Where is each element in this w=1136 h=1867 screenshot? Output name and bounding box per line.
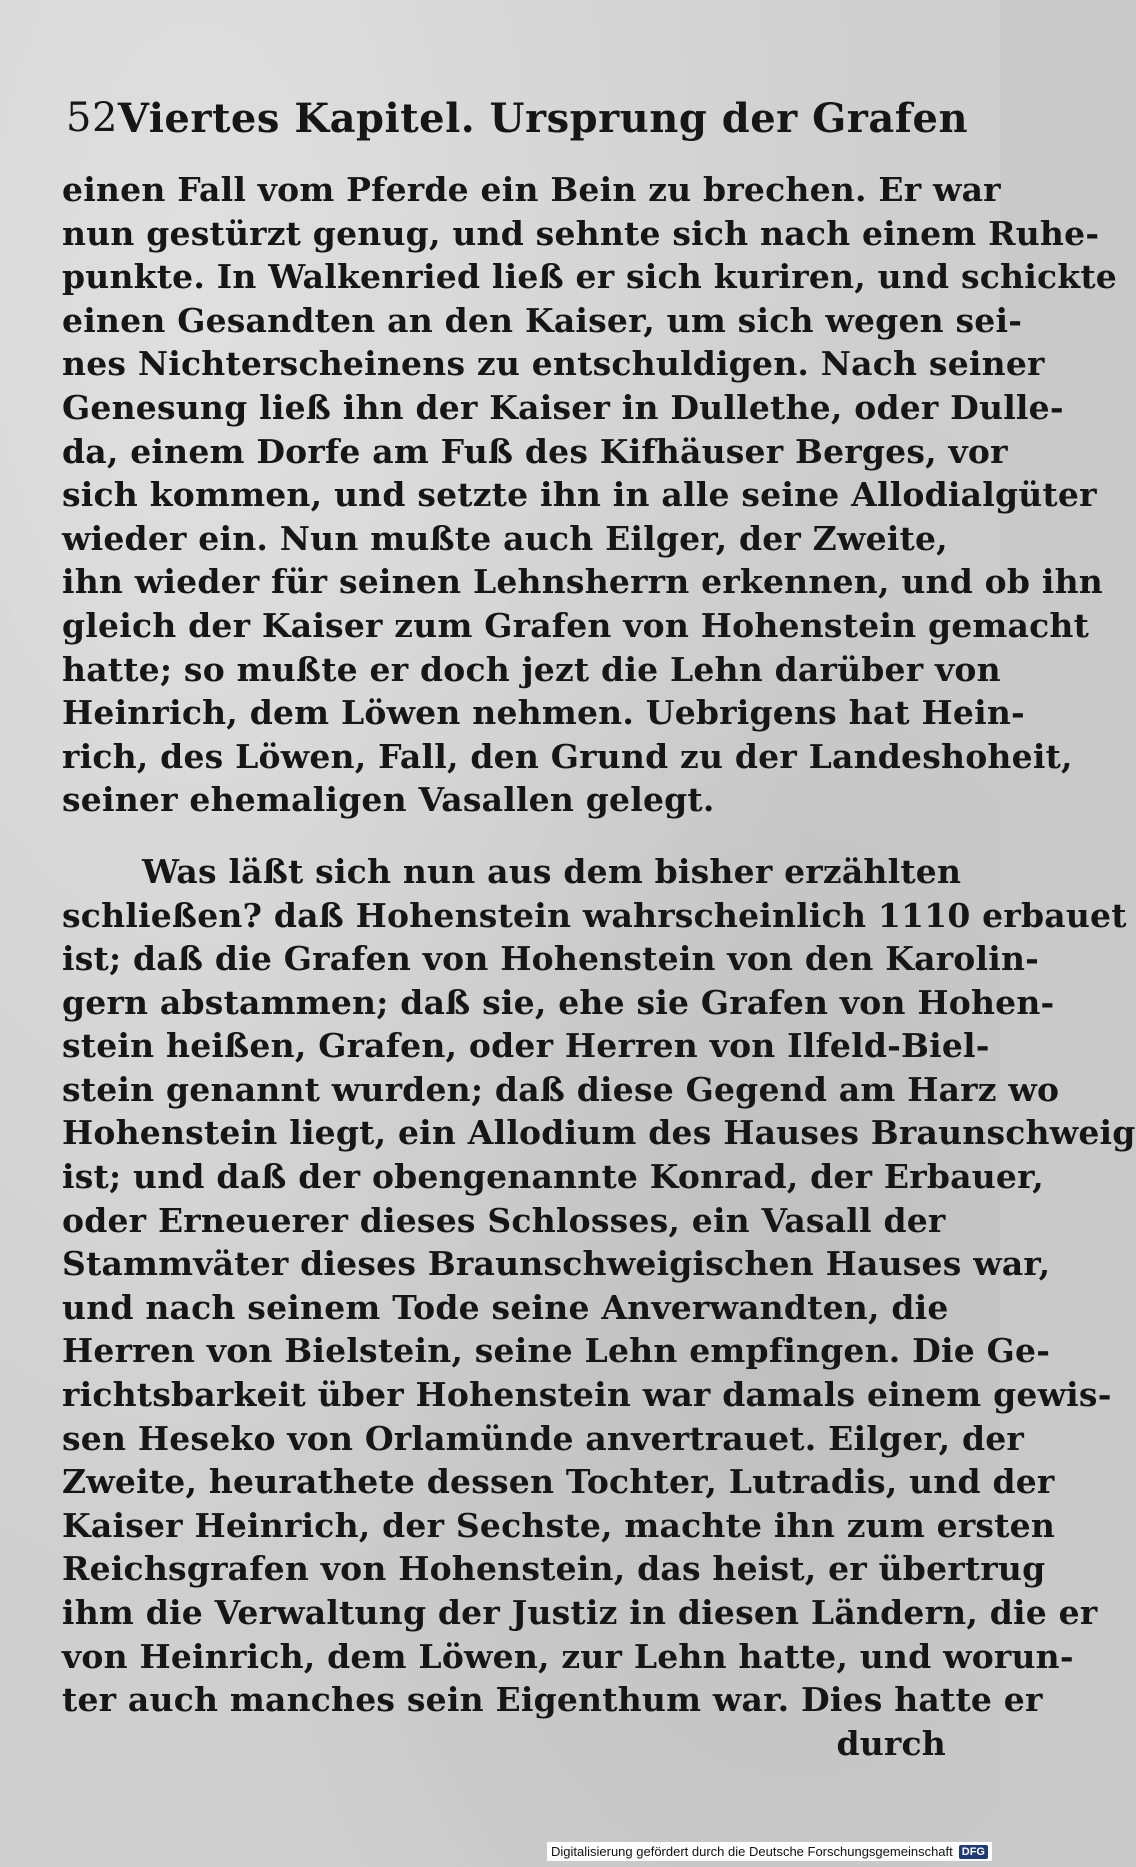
paragraph-2: [62, 850, 1136, 1765]
text-line: gern abstammen; daß sie, ehe sie Grafen von Hohen-: [62, 982, 1055, 1022]
text-line: schließen? daß Hohenstein wahrscheinlich 1110 erbauet: [62, 895, 1127, 935]
text-line: seiner ehemaligen Vasallen gelegt.: [62, 780, 715, 820]
text-line: stein genannt wurden; daß diese Gegend am Harz wo: [62, 1069, 1060, 1109]
text-line: sich kommen, und setzte ihn in alle seine Allodialgüter: [62, 475, 1097, 515]
text-line: Was läßt sich nun aus dem bisher erzählten: [142, 851, 962, 891]
text-line: da, einem Dorfe am Fuß des Kifhäuser Berges, vor: [62, 431, 1008, 471]
credit-text: Digitalisierung gefördert durch die Deutsche Forschungsgemeinschaft: [550, 1844, 953, 1859]
text-line: Herren von Bielstein, seine Lehn empfingen. Die Ge-: [62, 1331, 1051, 1371]
paragraph-1: [62, 168, 1117, 822]
text-line: richtsbarkeit über Hohenstein war damals einem gewis-: [62, 1375, 1112, 1415]
text-line: nes Nichterscheinens zu entschuldigen. Nach seiner: [62, 344, 1045, 384]
text-line: hatte; so mußte er doch jezt die Lehn darüber von: [62, 649, 1001, 689]
text-line: ihm die Verwaltung der Justiz in diesen Ländern, die er: [62, 1593, 1098, 1632]
text-line: Kaiser Heinrich, der Sechste, machte ihn zum ersten: [62, 1505, 1056, 1545]
text-line: Reichsgrafen von Hohenstein, das heist, er übertrug: [62, 1549, 1046, 1589]
text-line: Hohenstein liegt, ein Allodium des Hauses Braunschweig: [62, 1113, 1136, 1153]
paragraph-spacer: [62, 822, 964, 850]
text-line: rich, des Löwen, Fall, den Grund zu der Landeshoheit,: [62, 736, 1073, 776]
text-line: ihn wieder für seinen Lehnsherrn erkennen, und ob ihn: [62, 562, 1103, 602]
catchword: durch: [836, 1723, 946, 1763]
text-line: und nach seinem Tode seine Anverwandten, die: [62, 1287, 949, 1327]
page-number: 52: [66, 95, 118, 141]
text-line: oder Erneuerer dieses Schlosses, ein Vasall der: [62, 1200, 946, 1240]
digitization-credit: [547, 1842, 992, 1861]
text-line: ter auch manches sein Eigenthum war. Dies hatte er: [62, 1680, 1043, 1720]
body-text: [62, 168, 1136, 1765]
text-line: Heinrich, dem Löwen nehmen. Uebrigens hat Hein-: [62, 693, 1025, 733]
text-line: nun gestürzt genug, und sehnte sich nach einem Ruhe-: [62, 213, 1100, 253]
text-line: punkte. In Walkenried ließ er sich kuriren, und schickte: [62, 257, 1117, 297]
text-line: wieder ein. Nun mußte auch Eilger, der Zweite,: [62, 518, 948, 558]
text-line: Stammväter dieses Braunschweigischen Hauses war,: [62, 1244, 1051, 1284]
text-line: gleich der Kaiser zum Grafen von Hohenstein gemacht: [62, 605, 1090, 645]
running-head: [66, 88, 969, 148]
text-line: stein heißen, Grafen, oder Herren von Ilfeld-Biel-: [62, 1026, 990, 1066]
text-line: einen Fall vom Pferde ein Bein zu brechen. Er war: [62, 170, 1001, 209]
text-line: ist; und daß der obengenannte Konrad, der Erbauer,: [62, 1157, 1044, 1197]
text-line: einen Gesandten an den Kaiser, um sich wegen sei-: [62, 300, 1023, 340]
running-title: Viertes Kapitel. Ursprung der Grafen: [117, 94, 969, 142]
text-line: sen Heseko von Orlamünde anvertrauet. Eilger, der: [62, 1418, 1025, 1458]
text-line: ist; daß die Grafen von Hohenstein von den Karolin-: [62, 939, 1040, 979]
text-line: von Heinrich, dem Löwen, zur Lehn hatte, und worun-: [62, 1636, 1074, 1676]
text-line: Zweite, heurathete dessen Tochter, Lutradis, und der: [62, 1462, 1055, 1502]
text-line: Genesung ließ ihn der Kaiser in Dullethe, oder Dulle-: [62, 387, 1064, 427]
dfg-logo-icon: DFG: [959, 1845, 988, 1859]
